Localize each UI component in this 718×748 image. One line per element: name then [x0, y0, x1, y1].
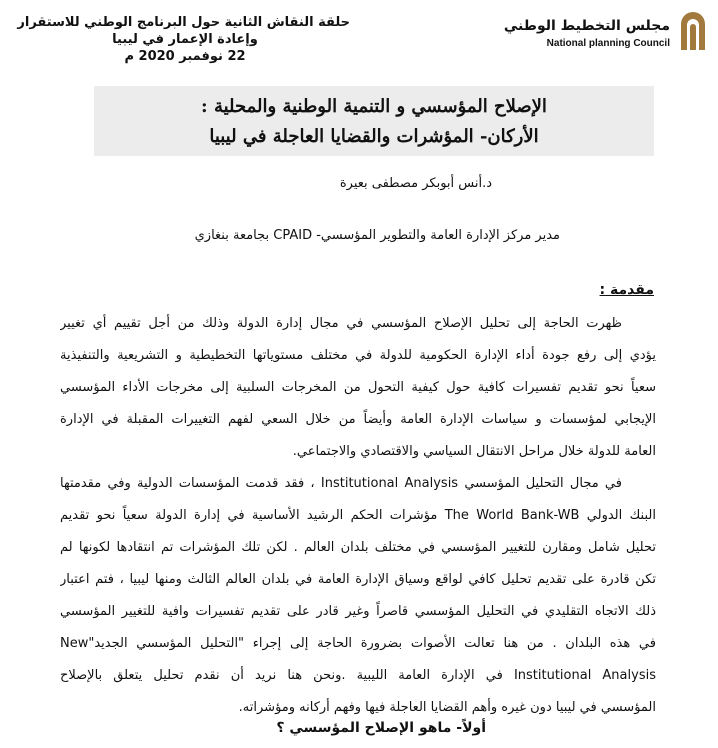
council-logo [503, 6, 710, 56]
paragraph2-line: في مجال التحليل المؤسسي Institutional Analysis ، فقد قدمت المؤسسات الدولية وفي مقدمتها [60, 476, 622, 491]
body-text [60, 312, 656, 728]
paragraph2-line: البنك الدولي The World Bank-WB مؤشرات الحكم الرشيد الأساسية في إدارة الدولة سعياً نحو تقديم [60, 508, 656, 523]
paragraph2-line: Institutional Analysis في الإدارة العامة الليبية .ونحن هنا نريد أن نقدم تحليل يتعلق بالإصلاح [60, 668, 656, 683]
paragraph1-line: يؤدي إلى رفع جودة أداء الإدارة الحكومية للدولة في مختلف مستوياتها التخطيطية و التشريعية والتنفيذية [60, 348, 656, 363]
paragraph1-line: ظهرت الحاجة إلى تحليل الإصلاح المؤسسي في مجال إدارة الدولة وذلك من أجل تقييم أي تغيير [60, 316, 622, 331]
paragraph2-line: المؤسسي في ليبيا دون غيره وأهم القضايا العاجلة فيها وفهم أركانه ومؤشراته. [238, 700, 656, 715]
paragraph1-line: سعياً نحو تقديم تفسيرات كافية حول كيفية التحول من المخرجات السلبية إلى مخرجات الأداء المؤسسي [60, 380, 656, 395]
author-role: مدير مركز الإدارة العامة والتطوير المؤسسي- CPAID بجامعة بنغازي [194, 228, 560, 243]
title-line2: الأركان- المؤشرات والقضايا العاجلة في ليبيا [209, 126, 539, 147]
event-title-line1: حلقة النقاش الثانية حول البرنامج الوطني للاستقرار [17, 15, 350, 30]
paragraph2-line: تحليل شامل ومقارن للتغيير المؤسسي في مختلف بلدان العالم . لكن تلك المؤشرات تم انتقادها لكونها لم [60, 540, 656, 555]
paragraph2-line: تكن قادرة على تقديم تحليل كافي لواقع وسياق الإدارة العامة في بلدان العالم الثالث ومنها ليبيا ، فتم اعتبار [60, 572, 656, 587]
paragraph1-line: الإيجابي لمؤسسات و سياسات الإدارة العامة وأيضاً من خلال السعي لفهم التغييرات المقبلة في الإدارة [60, 412, 656, 427]
event-info [17, 14, 350, 65]
logo-text-arabic: مجلس التخطيط الوطني [503, 18, 670, 34]
council-arch-logo-icon [678, 10, 708, 50]
intro-heading: مقدمة : [599, 282, 654, 298]
logo-text-english: National planning Council [546, 38, 670, 49]
section1-heading: أولاً- ماهو الإصلاح المؤسسي ؟ [276, 720, 486, 736]
author-name: د.أنس أبوبكر مصطفى بعيرة [339, 176, 492, 191]
paragraph1-line: العامة للدولة خلال مراحل الانتقال السياسي والاقتصادي والاجتماعي. [292, 444, 656, 459]
event-date: 22 نوفمبر 2020 م [124, 49, 246, 64]
paragraph2-line: ذلك الاتجاه التقليدي في التحليل المؤسسي قاصراً وغير قادر على تقديم تفسيرات وافية للتغيير المؤسسي [60, 604, 656, 619]
event-title-line2: وإعادة الإعمار في ليبيا [112, 32, 258, 47]
paragraph2-line: في هذه البلدان . من هنا تعالت الأصوات بضرورة الحاجة إلى إجراء "التحليل المؤسسي الجديد"New [60, 636, 656, 651]
document-title [94, 86, 654, 156]
title-line1: الإصلاح المؤسسي و التنمية الوطنية والمحلية : [201, 96, 547, 117]
